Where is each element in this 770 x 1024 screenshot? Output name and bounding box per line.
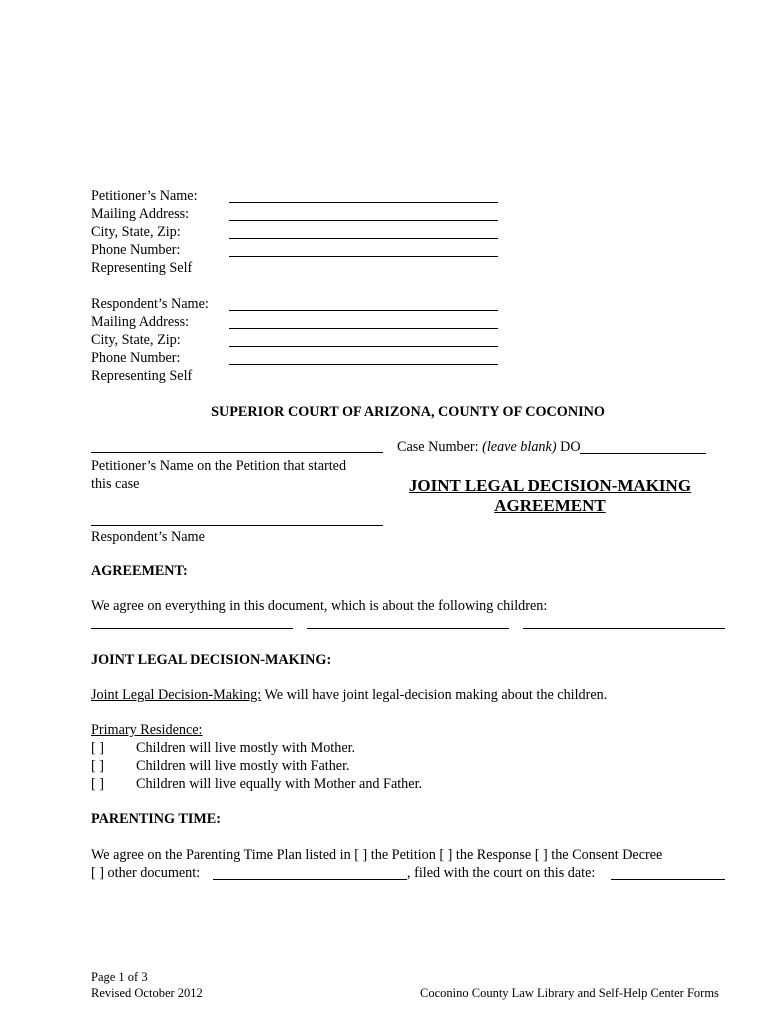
petitioner-phone-field[interactable] — [229, 240, 498, 257]
filed-date-field[interactable] — [611, 863, 725, 880]
petitioner-caption-line1: Petitioner’s Name on the Petition that started — [91, 458, 347, 474]
respondent-phone-field[interactable] — [229, 348, 498, 365]
residence-option-mother-label: Children will live mostly with Mother. — [136, 740, 356, 756]
case-number-label: Case Number: — [397, 439, 483, 455]
parenting-heading: PARENTING TIME: — [91, 811, 221, 827]
petitioner-city-label: City, State, Zip: — [91, 224, 181, 240]
residence-option-equal-checkbox[interactable]: [ ] — [91, 776, 104, 792]
respondent-name-field[interactable] — [229, 294, 498, 311]
respondent-phone-label: Phone Number: — [91, 350, 181, 366]
other-document-field[interactable] — [213, 863, 407, 880]
respondent-city-label: City, State, Zip: — [91, 332, 181, 348]
respondent-city-field[interactable] — [229, 330, 498, 347]
petitioner-address-label: Mailing Address: — [91, 206, 190, 222]
residence-label: Primary Residence: — [91, 722, 203, 738]
petitioner-city-field[interactable] — [229, 222, 498, 239]
joint-label: Joint Legal Decision-Making: — [91, 687, 262, 703]
residence-option-father-label: Children will live mostly with Father. — [136, 758, 350, 774]
child-name-field-1[interactable] — [91, 612, 293, 629]
joint-statement — [91, 686, 607, 704]
agreement-text: We agree on everything in this document, which is about the following children: — [91, 598, 548, 614]
agreement-heading: AGREEMENT: — [91, 563, 188, 579]
respondent-caption-label: Respondent’s Name — [91, 529, 205, 545]
footer-revised-date: Revised October 2012 — [91, 986, 203, 1000]
footer-source: Coconino County Law Library and Self-Help Center Forms — [420, 986, 719, 1000]
case-number-line — [397, 438, 581, 456]
parenting-plan-options[interactable]: We agree on the Parenting Time Plan listed in [ ] the Petition [ ] the Response [ ] the Consent Decree — [91, 847, 663, 863]
petitioner-representing-self: Representing Self — [91, 260, 193, 276]
residence-option-mother-checkbox[interactable]: [ ] — [91, 740, 104, 756]
footer-page-number: Page 1 of 3 — [91, 970, 148, 984]
child-name-field-2[interactable] — [307, 612, 509, 629]
respondent-address-field[interactable] — [229, 312, 498, 329]
case-number-field[interactable] — [580, 437, 706, 454]
residence-option-father-checkbox[interactable]: [ ] — [91, 758, 104, 774]
parenting-filed-date-label: , filed with the court on this date: — [407, 865, 596, 881]
petitioner-name-field[interactable] — [229, 186, 498, 203]
respondent-name-label: Respondent’s Name: — [91, 296, 209, 312]
respondent-caption-field[interactable] — [91, 509, 383, 526]
petitioner-address-field[interactable] — [229, 204, 498, 221]
court-title: SUPERIOR COURT OF ARIZONA, COUNTY OF COCONINO — [211, 404, 605, 420]
document-title-line1: JOINT LEGAL DECISION-MAKING — [408, 476, 692, 495]
respondent-address-label: Mailing Address: — [91, 314, 190, 330]
residence-option-equal-label: Children will live equally with Mother and Father. — [136, 776, 423, 792]
case-number-hint: (leave blank) — [482, 439, 557, 455]
case-number-prefix: DO — [556, 439, 581, 455]
petitioner-phone-label: Phone Number: — [91, 242, 181, 258]
petitioner-name-label: Petitioner’s Name: — [91, 188, 198, 204]
joint-text: We will have joint legal-decision making about the children. — [261, 687, 608, 703]
petitioner-caption-field[interactable] — [91, 436, 383, 453]
document-title-line2: AGREEMENT — [494, 496, 606, 515]
joint-heading: JOINT LEGAL DECISION-MAKING: — [91, 652, 332, 668]
parenting-other-document-label: [ ] other document: — [91, 865, 201, 881]
child-name-field-3[interactable] — [523, 612, 725, 629]
petitioner-caption-line2: this case — [91, 476, 140, 492]
respondent-representing-self: Representing Self — [91, 368, 193, 384]
